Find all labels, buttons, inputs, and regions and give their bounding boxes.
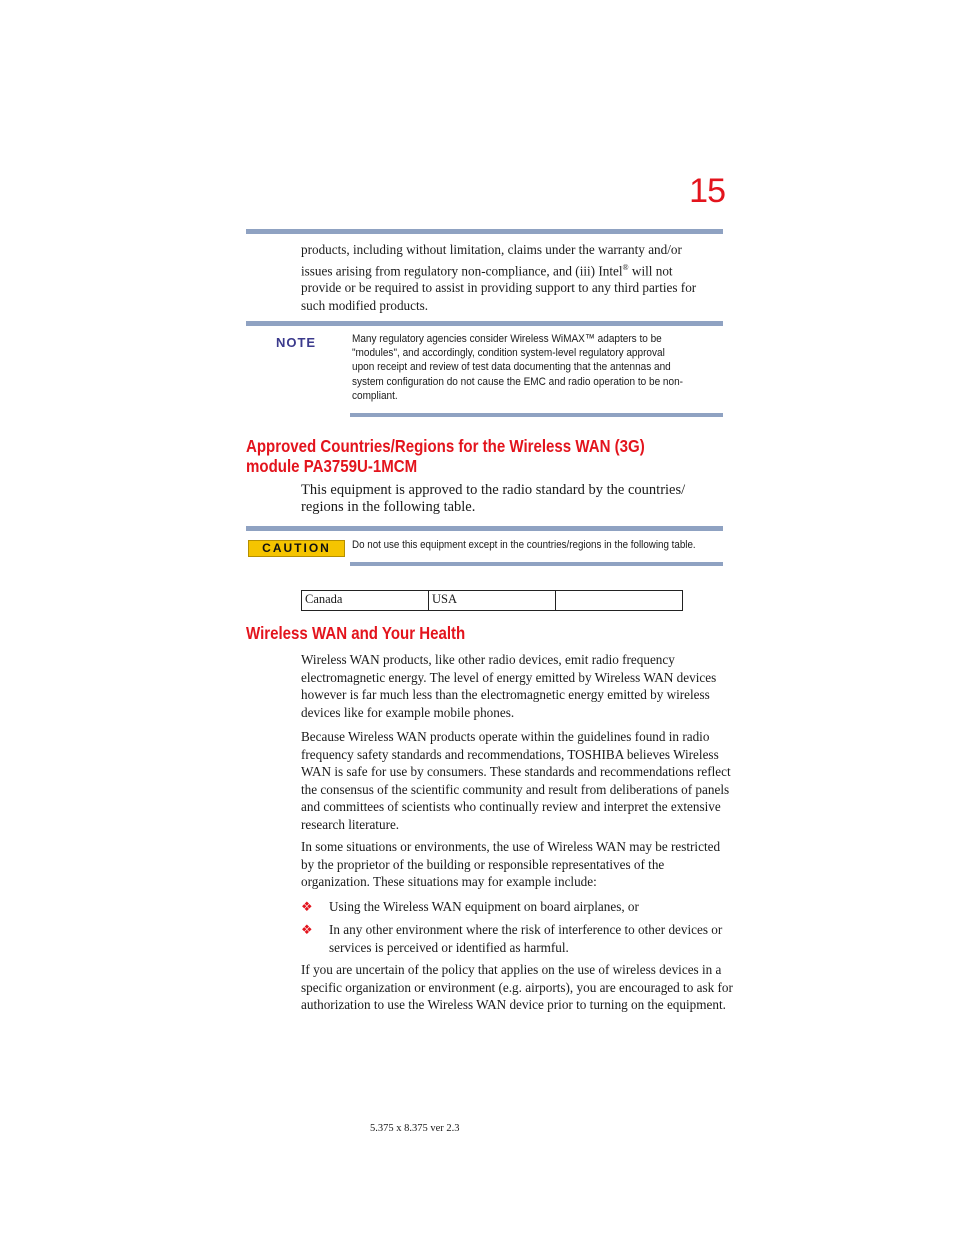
bullet-line: Using the Wireless WAN equipment on board airplanes, or [329,899,639,914]
section-heading-approved-countries [246,437,645,476]
intro-line-text: will not [628,262,673,278]
body-line: WAN is safe for use by consumers. These standards and recommendations reflect [301,764,731,779]
body-line: specific organization or environment (e.g. airports), you are encouraged to ask for [301,979,733,995]
body-line: the consensus of the scientific community and result from deliberations of panels [301,781,730,797]
body-line: and committees of scientists who continually review and interpret the extensive [301,799,721,814]
note-top-rule [246,321,723,326]
caution-bottom-rule [350,562,723,566]
heading-line: module PA3759U-1MCM [246,455,418,476]
heading-line: Approved Countries/Regions for the Wireless WAN (3G) [246,436,645,456]
diamond-bullet-icon: ❖ [301,922,313,937]
bullet-item [301,898,741,916]
intro-line: provide or be required to assist in providing support to any third parties for [301,280,697,296]
body-line: electromagnetic energy. The level of energy emitted by Wireless WAN devices [301,669,717,685]
note-label: NOTE [275,335,317,350]
health-para-3 [301,838,741,891]
body-line: however is far much less than the electromagnetic energy emitted by wireless [301,687,710,702]
body-line: by the proprietor of the building or responsible representatives of the [301,856,665,872]
note-line: upon receipt and review of test data documenting that the antennas and [352,361,671,374]
header-rule [246,229,723,234]
health-para-4 [301,961,741,1014]
body-line: regions in the following table. [301,499,476,515]
caution-label: CAUTION [248,540,345,557]
table-cell: Canada [302,591,429,611]
intro-line-text: issues arising from regulatory non-compliance, and (iii) Intel [301,262,623,278]
body-line: This equipment is approved to the radio standard by the countries/ [301,482,686,498]
body-line: Because Wireless WAN products operate within the guidelines found in radio [301,729,710,744]
caution-top-rule [246,526,723,531]
table-cell: USA [429,591,556,611]
body-line: If you are uncertain of the policy that applies on the use of wireless devices in a [301,962,722,977]
note-line: system configuration do not cause the EMC and radio operation to be non- [352,375,683,388]
body-line: organization. These situations may for example include: [301,874,597,889]
section-heading-health: Wireless WAN and Your Health [246,623,466,643]
health-para-2 [301,728,741,833]
body-line: Wireless WAN products, like other radio devices, emit radio frequency [301,652,675,667]
caution-text: Do not use this equipment except in the countries/regions in the following table. [352,539,696,551]
note-line: "modules", and accordingly, condition system-level regulatory approval [352,347,665,360]
section1-body [301,482,685,516]
page-footer: 5.375 x 8.375 ver 2.3 [370,1123,460,1134]
body-line: frequency safety standards and recommendations, TOSHIBA believes Wireless [301,746,719,762]
note-line: Many regulatory agencies consider Wireless WiMAX™ adapters to be [352,333,662,345]
health-para-1 [301,651,741,721]
intro-line [301,259,731,280]
body-line: In some situations or environments, the use of Wireless WAN may be restricted [301,839,721,854]
bullet-line: services is perceived or identified as harmful. [329,939,569,955]
page-number: 15 [689,172,725,210]
body-line: devices like for example mobile phones. [301,704,515,720]
note-text [352,332,722,403]
body-line: authorization to use the Wireless WAN device prior to turning on the equipment. [301,997,726,1012]
intro-line: such modified products. [301,297,429,313]
bullet-line: In any other environment where the risk of interference to other devices or [329,922,723,937]
note-line: compliant. [352,389,398,402]
note-bottom-rule [350,413,723,417]
table-cell [556,591,683,611]
regions-table [301,590,683,611]
intro-line: products, including without limitation, claims under the warranty and/or [301,242,682,257]
registered-mark: ® [622,262,629,272]
bullet-item [301,921,741,956]
table-row [302,591,683,611]
diamond-bullet-icon: ❖ [301,899,313,914]
intro-paragraph [301,241,731,314]
body-line: research literature. [301,816,400,832]
